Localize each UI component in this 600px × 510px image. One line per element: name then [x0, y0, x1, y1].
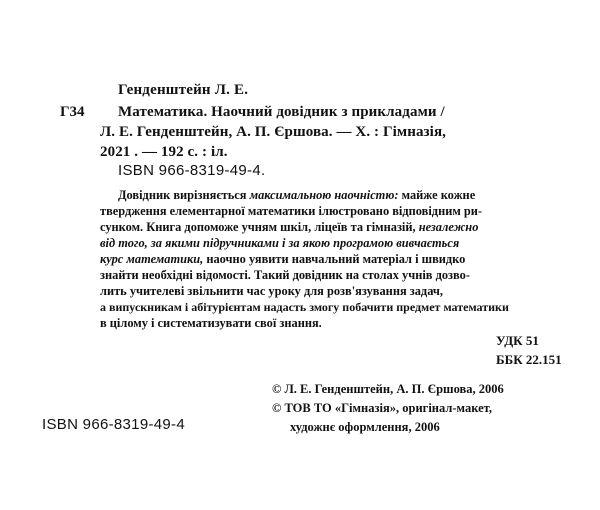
annotation-line: твердження елементарної математики ілюстровано відповідним ри-: [100, 204, 483, 218]
annotation-text: майже кожне: [398, 188, 476, 202]
isbn-bottom: ISBN 966-8319-49-4: [42, 416, 185, 433]
annotation-line: [118, 188, 580, 203]
annotation-emphasis: максимальною наочністю:: [249, 188, 399, 202]
copyright-publisher: © ТОВ ТО «Гімназія», оригінал-макет,: [272, 401, 492, 415]
annotation-emphasis: курс математики,: [100, 252, 204, 266]
annotation-emphasis: від того, за якими підручниками і за якою програмою вивчається: [100, 236, 460, 250]
annotation-text: Довідник вирізняється: [118, 188, 250, 202]
annotation-text: сунком. Книга допоможе учням шкіл, ліцеїв та гімназій,: [100, 220, 419, 234]
annotation-line: а випускникам і абітурієнтам надасть змогу побачити предмет математики: [100, 300, 509, 314]
annotation-line: [100, 252, 562, 267]
annotation-emphasis: незалежно: [418, 220, 479, 234]
annotation-line: лить учителеві звільнити час уроку для розв'язування задач,: [100, 284, 443, 298]
isbn-top: ISBN 966-8319-49-4.: [118, 162, 266, 179]
annotation-text: наочно уявити навчальний матеріал і швидко: [203, 252, 466, 266]
udk-code: УДК 51: [496, 333, 539, 348]
bibliographic-title-line: Математика. Наочний довідник з прикладами /: [118, 104, 445, 120]
bibliographic-year-line: 2021 . — 192 с. : іл.: [100, 144, 228, 160]
annotation-line: знайти необхідні відомості. Такий довідник на столах учнів дозво-: [100, 268, 470, 282]
author-heading: Генденштейн Л. Е.: [118, 82, 249, 98]
bibliographic-authors-line: Л. Е. Генденштейн, А. П. Єршова. — Х. : Гімназія,: [100, 124, 447, 140]
bbk-code: ББК 22.151: [496, 352, 562, 367]
copyright-authors: © Л. Е. Генденштейн, А. П. Єршова, 2006: [272, 382, 504, 396]
copyright-publisher-cont: художнє оформлення, 2006: [290, 420, 440, 434]
annotation-line: [100, 236, 562, 251]
annotation-line: в цілому і систематизувати свої знання.: [100, 316, 322, 330]
annotation-line: [100, 220, 562, 235]
call-number: Г34: [60, 104, 85, 120]
